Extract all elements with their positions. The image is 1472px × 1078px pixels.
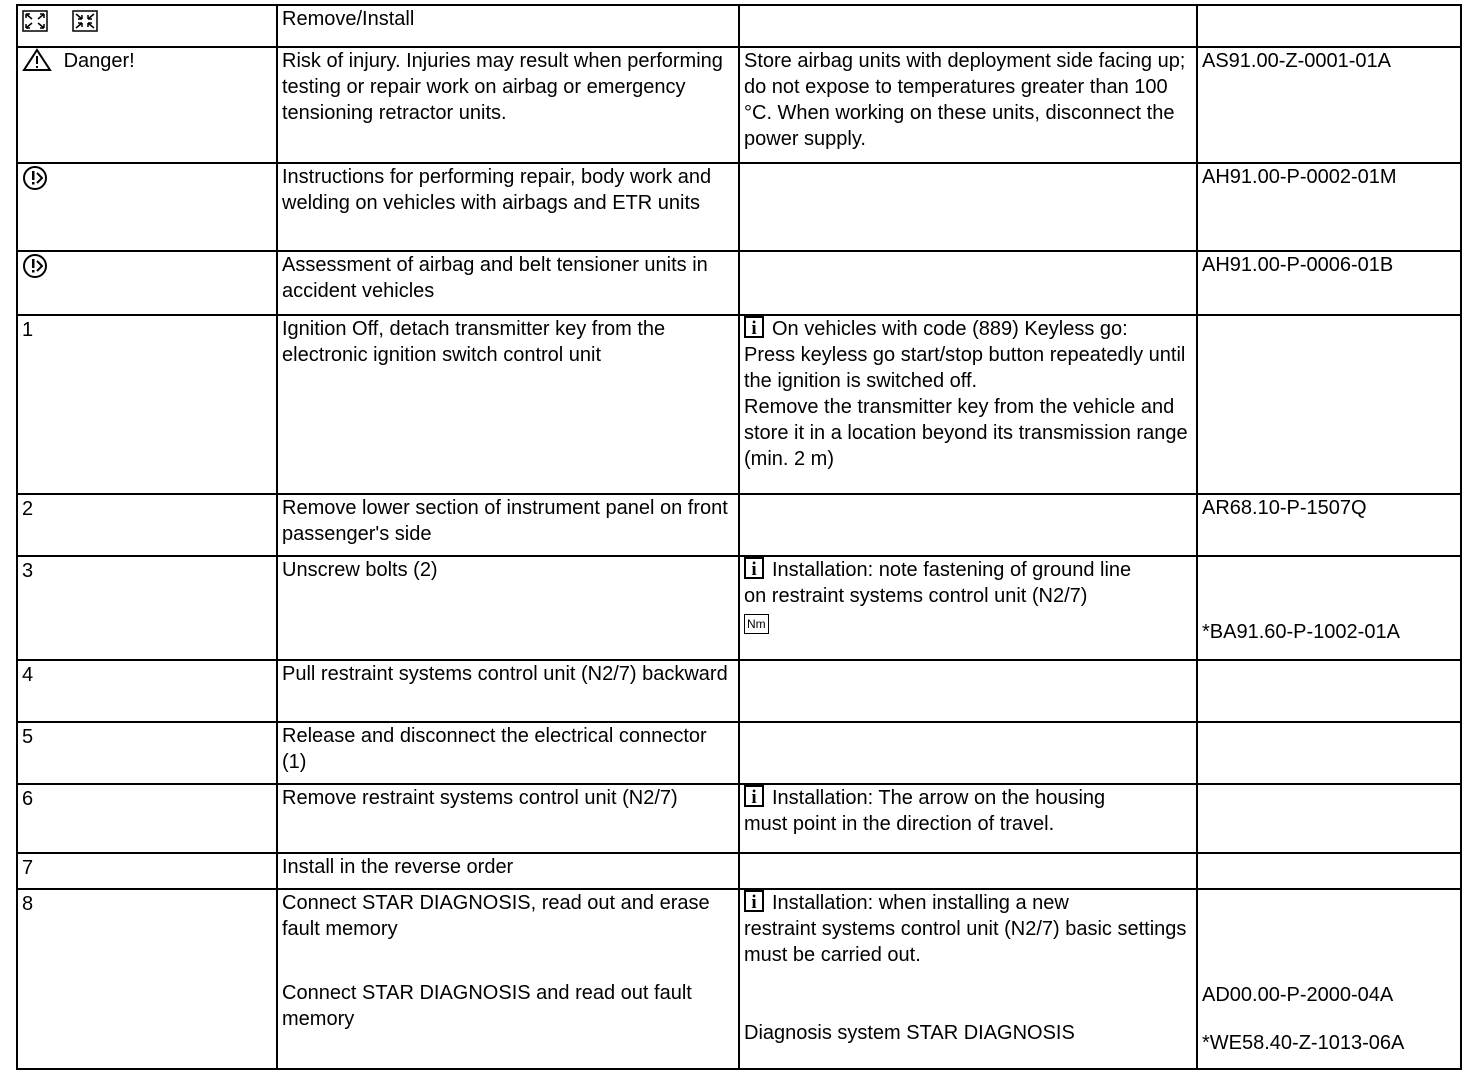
info-icon: i [744,316,764,338]
note-empty [739,251,1197,314]
note-icon-cell [17,251,277,314]
info-icon: i [744,890,764,912]
step-note: must point in the direction of travel. [744,813,1055,836]
danger-note: Store airbag units with deployment side facing up; do not expose to temperatures greater than 100 °C. When working on these units, disconnect the power supply. [739,47,1197,163]
step-ref-link-2[interactable]: *WE58.40-Z-1013-06A [1202,1031,1405,1054]
step-note-cell [739,556,1197,660]
step-number: 3 [17,556,277,660]
note-ref-link[interactable]: AH91.00-P-0006-01B [1197,251,1461,314]
step-note-empty [739,853,1197,889]
step-note-empty [739,660,1197,722]
step-ref [1197,315,1461,494]
step-note-cell [739,889,1197,1069]
step-note-empty [739,494,1197,556]
step-note-cell [739,784,1197,852]
step-row [17,784,1461,852]
step-action: Remove restraint systems control unit (N2/7) [277,784,739,852]
step-action: Unscrew bolts (2) [277,556,739,660]
step-action: Release and disconnect the electrical connector (1) [277,722,739,784]
note-ref-link[interactable]: AH91.00-P-0002-01M [1197,163,1461,251]
header-title: Remove/Install [277,5,739,47]
step-note-2: Diagnosis system STAR DIAGNOSIS [744,1021,1075,1044]
step-number: 1 [17,315,277,494]
note-row [17,163,1461,251]
step-note: on restraint systems control unit (N2/7) [744,584,1088,607]
header-row [17,5,1461,47]
step-action-2: Connect STAR DIAGNOSIS and read out fault memory [282,981,692,1030]
step-ref-empty [1197,722,1461,784]
step-ref-cell [1197,889,1461,1069]
note-empty [739,163,1197,251]
step-note-head: Installation: note fastening of ground line [772,558,1132,581]
step-note-cell [739,315,1197,494]
step-row [17,556,1461,660]
header-empty-4 [1197,5,1461,47]
step-row [17,660,1461,722]
step-number: 6 [17,784,277,852]
torque-icon: Nm [744,614,769,634]
danger-label: Danger! [63,50,135,73]
warning-triangle-icon [22,48,52,79]
step-row [17,722,1461,784]
step-ref-link[interactable]: *BA91.60-P-1002-01A [1202,620,1400,643]
danger-ref-link[interactable]: AS91.00-Z-0001-01A [1197,47,1461,163]
info-note-icon [22,254,50,285]
step-number: 5 [17,722,277,784]
step-note-head: Installation: when installing a new [772,891,1069,914]
step-number: 7 [17,853,277,889]
step-action: Remove lower section of instrument panel on front passenger's side [277,494,739,556]
step-ref-empty [1197,853,1461,889]
step-action: Pull restraint systems control unit (N2/7) backward [277,660,739,722]
step-ref-empty [1197,660,1461,722]
header-empty-3 [739,5,1197,47]
note-icon-cell [17,163,277,251]
step-ref-cell [1197,556,1461,660]
info-note-icon [22,166,50,197]
step-note-head: On vehicles with code (889) Keyless go: [772,317,1128,340]
step-number: 2 [17,494,277,556]
step-action: Ignition Off, detach transmitter key from the electronic ignition switch control unit [277,315,739,494]
info-icon: i [744,557,764,579]
step-note: Press keyless go start/stop button repeatedly until the ignition is switched off. Remove the transmitter key from the vehicle and store it in a location beyond its transmission range (min. 2 m) [744,343,1188,470]
step-note-head: Installation: The arrow on the housing [772,787,1106,810]
header-icons-cell [17,5,277,47]
step-action: Install in the reverse order [277,853,739,889]
step-row [17,315,1461,494]
info-icon: i [744,785,764,807]
step-row [17,853,1461,889]
step-number: 4 [17,660,277,722]
danger-text: Risk of injury. Injuries may result when performing testing or repair work on airbag or emergency tensioning retractor units. [277,47,739,163]
step-action: Connect STAR DIAGNOSIS, read out and erase fault memory [282,891,710,940]
danger-row [17,47,1461,163]
note-text: Instructions for performing repair, body work and welding on vehicles with airbags and ETR units [277,163,739,251]
step-row [17,494,1461,556]
collapse-icon[interactable] [72,10,98,39]
step-number: 8 [17,889,277,1069]
step-ref-empty [1197,784,1461,852]
step-note: restraint systems control unit (N2/7) basic settings must be carried out. [744,917,1187,966]
procedure-table [16,4,1462,1070]
step-action-cell [277,889,739,1069]
step-row [17,889,1461,1069]
expand-icon[interactable] [22,10,48,39]
step-note-empty [739,722,1197,784]
note-row [17,251,1461,314]
note-text: Assessment of airbag and belt tensioner units in accident vehicles [277,251,739,314]
danger-label-cell [17,47,277,163]
step-ref-link[interactable]: AD00.00-P-2000-04A [1202,983,1394,1006]
step-ref-link[interactable]: AR68.10-P-1507Q [1197,494,1461,556]
